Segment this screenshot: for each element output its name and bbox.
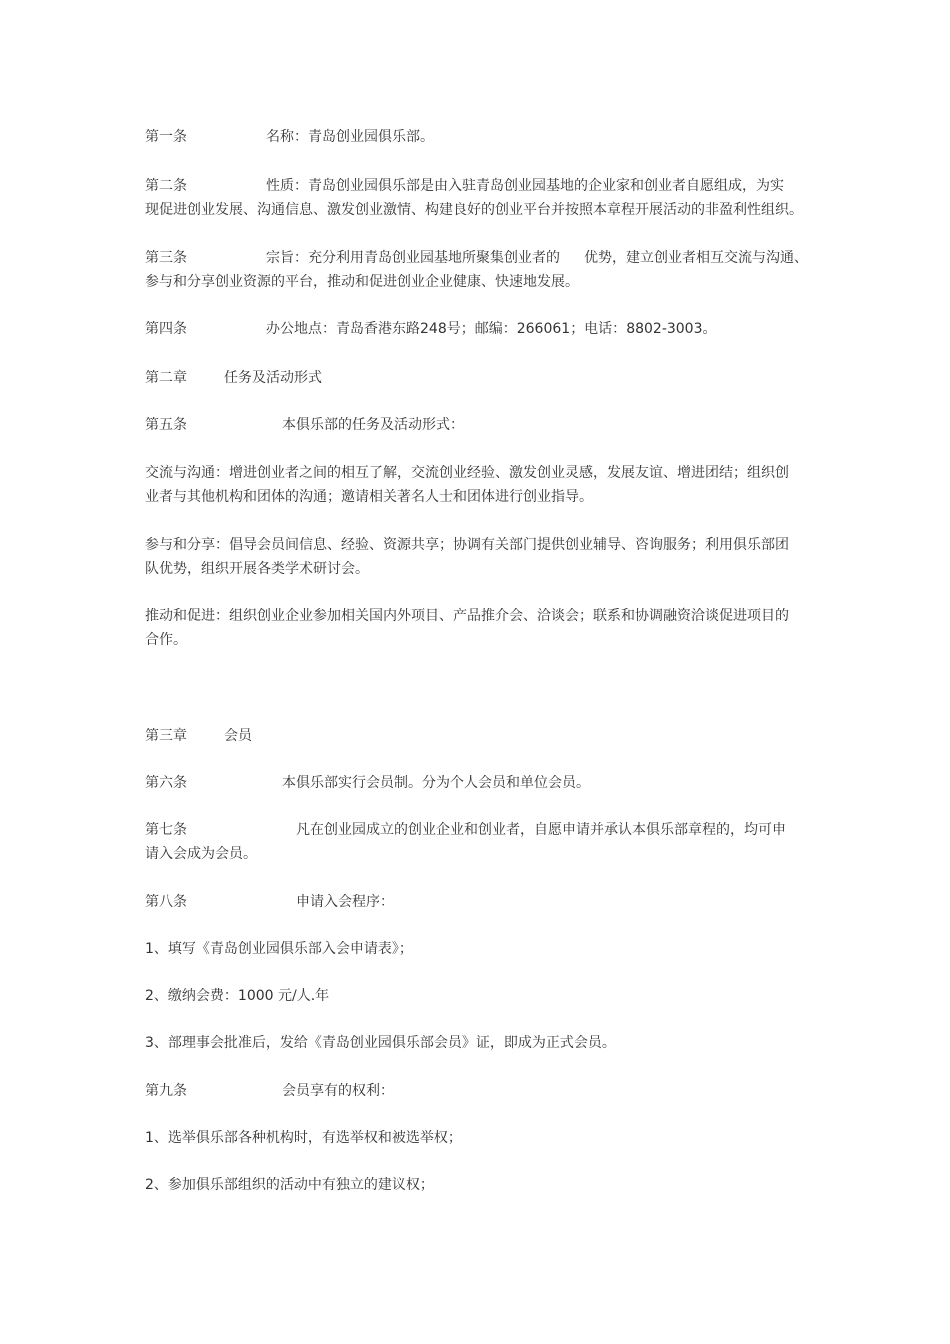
item-number: 3 [145, 1035, 154, 1051]
item-text: 、部理事会批准后，发给《青岛创业园俱乐部会员》证，即成为正式会员。 [153, 1035, 616, 1051]
article-text: 号；邮编： [446, 321, 517, 337]
article-text: 本俱乐部的任务及活动形式： [282, 417, 464, 433]
item-text: 、选举俱乐部各种机构时，有选举权和被选举权； [153, 1130, 462, 1146]
list-item [145, 937, 817, 961]
fee-amount: 1000 [237, 988, 274, 1004]
article-label: 第一条 [145, 129, 187, 145]
article-3 [145, 246, 817, 294]
article-text: 会员享有的权利： [282, 1083, 394, 1099]
postal-code: 266061 [516, 321, 571, 337]
article-text: 。 [702, 321, 717, 337]
article-text-line: 参与和分享创业资源的平台，推动和促进创业企业健康、快速地发展。 [145, 274, 579, 290]
article-label: 第七条 [145, 822, 187, 838]
item-text: 、填写《青岛创业园俱乐部入会申请表》； [153, 941, 413, 957]
chapter-label: 第二章 [145, 370, 187, 386]
article-label: 第六条 [145, 775, 187, 791]
paragraph-line: 推动和促进：组织创业企业参加相关国内外项目、产品推介会、洽谈会；联系和协调融资洽谈促进项目的 [145, 608, 789, 624]
article-label: 第五条 [145, 417, 187, 433]
article-4 [145, 317, 817, 341]
article-text: 名称：青岛创业园俱乐部。 [266, 129, 434, 145]
article-8 [145, 890, 817, 914]
article-text-line: 凡在创业园成立的创业企业和创业者，自愿申请并承认本俱乐部章程的，均可申 [296, 822, 786, 838]
chapter-3-heading [145, 724, 817, 748]
article-label: 第三条 [145, 250, 187, 266]
item-text: 、参加俱乐部组织的活动中有独立的建议权； [153, 1177, 434, 1193]
item-number: 2 [145, 1177, 154, 1193]
item-number: 2 [145, 988, 154, 1004]
article-label: 第四条 [145, 321, 187, 337]
chapter-title: 任务及活动形式 [224, 370, 322, 386]
item-number: 1 [145, 1130, 154, 1146]
article-7 [145, 818, 817, 866]
article-5 [145, 413, 817, 437]
item-text: 、缴纳会费： [153, 988, 238, 1004]
paragraph-line: 参与和分享：倡导会员间信息、经验、资源共享；协调有关部门提供创业辅导、咨询服务；利用俱乐部团 [145, 537, 789, 553]
article-6 [145, 771, 817, 795]
article-text: 申请入会程序： [296, 894, 394, 910]
article-text-line: 请入会成为会员。 [145, 846, 257, 862]
article-text: 宗旨：充分利用青岛创业园基地所聚集创业者的 [266, 250, 560, 266]
paragraph-line: 队优势，组织开展各类学术研讨会。 [145, 561, 369, 577]
item-text: 元/人.年 [273, 988, 330, 1004]
article-text: 优势，建立创业者相互交流与沟通、 [584, 250, 808, 266]
task-item-sharing [145, 533, 817, 581]
article-label: 第八条 [145, 894, 187, 910]
article-text: 办公地点：青岛香港东路 [266, 321, 420, 337]
article-9 [145, 1079, 817, 1103]
task-item-promotion [145, 604, 817, 652]
paragraph-line: 合作。 [145, 632, 187, 648]
article-text-line: 性质：青岛创业园俱乐部是由入驻青岛创业园基地的企业家和创业者自愿组成，为实 [266, 178, 784, 194]
list-item [145, 1173, 817, 1197]
address-number: 248 [420, 321, 447, 337]
paragraph-line: 业者与其他机构和团体的沟通；邀请相关著名人士和团体进行创业指导。 [145, 489, 593, 505]
phone-number: 8802-3003 [626, 321, 703, 337]
chapter-label: 第三章 [145, 728, 187, 744]
paragraph-line: 交流与沟通：增进创业者之间的相互了解，交流创业经验、激发创业灵感，发展友谊、增进团结；组织创 [145, 465, 789, 481]
article-text-line: 现促进创业发展、沟通信息、激发创业激情、构建良好的创业平台并按照本章程开展活动的非盈利性组织。 [145, 202, 803, 218]
list-item [145, 1031, 817, 1055]
item-number: 1 [145, 941, 154, 957]
article-1 [145, 125, 817, 149]
article-text: ；电话： [570, 321, 627, 337]
task-item-communication [145, 461, 817, 509]
list-item [145, 1126, 817, 1150]
article-label: 第二条 [145, 178, 187, 194]
article-2 [145, 174, 817, 222]
list-item [145, 984, 817, 1008]
chapter-title: 会员 [224, 728, 252, 744]
article-label: 第九条 [145, 1083, 187, 1099]
chapter-2-heading [145, 366, 817, 390]
article-text: 本俱乐部实行会员制。分为个人会员和单位会员。 [282, 775, 590, 791]
